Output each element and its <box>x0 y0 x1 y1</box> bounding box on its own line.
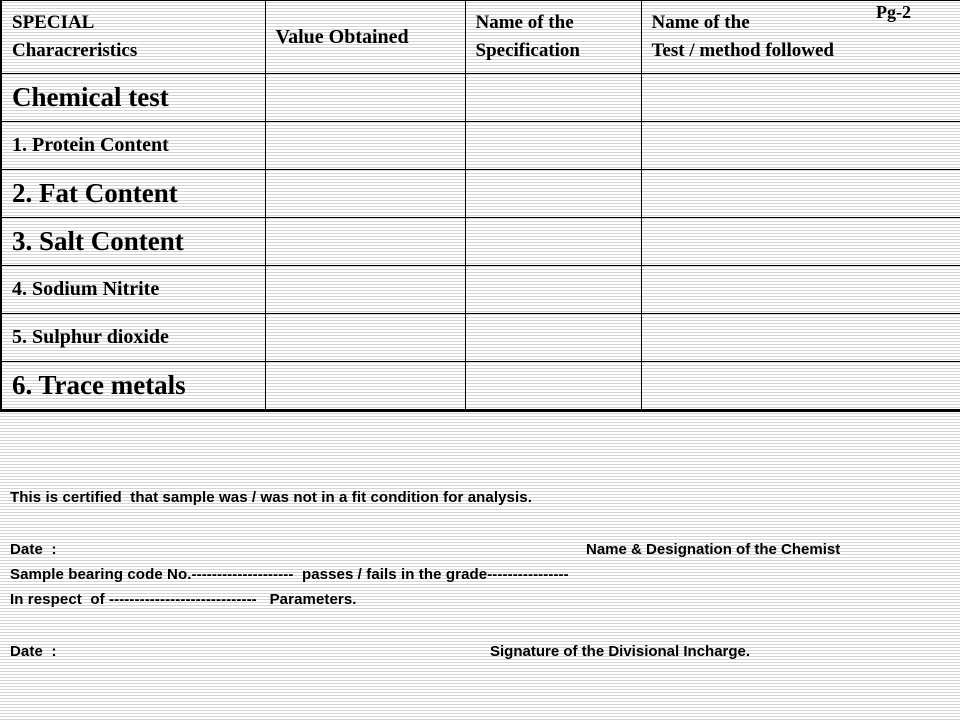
method-cell <box>641 122 960 170</box>
row-label: 2. Fat Content <box>1 170 265 218</box>
header-line: SPECIAL <box>12 12 95 33</box>
row-label: Chemical test <box>1 74 265 122</box>
specification-cell <box>465 362 641 411</box>
table-row <box>1 362 960 411</box>
table-row <box>1 314 960 362</box>
chemist-name-designation: Name & Designation of the Chemist <box>586 541 841 558</box>
header-test-method <box>641 1 960 74</box>
date-label-incharge: Date : <box>10 643 57 660</box>
header-line: Name of the <box>651 12 750 33</box>
specification-cell <box>465 218 641 266</box>
header-line: Test / method followed <box>651 40 834 61</box>
value-cell <box>265 122 465 170</box>
table-row <box>1 218 960 266</box>
method-cell <box>641 74 960 122</box>
row-label: 1. Protein Content <box>1 122 265 170</box>
specification-cell <box>465 314 641 362</box>
value-cell <box>265 170 465 218</box>
date-label-chemist: Date : <box>10 541 57 558</box>
value-cell <box>265 362 465 411</box>
certification-statement: This is certified that sample was / was not in a fit condition for analysis. <box>10 489 532 506</box>
specification-cell <box>465 74 641 122</box>
divisional-incharge-signature: Signature of the Divisional Incharge. <box>490 643 751 660</box>
table-row <box>1 266 960 314</box>
header-line: Value Obtained <box>275 26 409 48</box>
header-line: Characreristics <box>12 40 138 61</box>
table-row <box>1 170 960 218</box>
specification-cell <box>465 266 641 314</box>
value-cell <box>265 266 465 314</box>
method-cell <box>641 362 960 411</box>
table-header-row <box>1 1 960 74</box>
table-row <box>1 122 960 170</box>
specification-cell <box>465 122 641 170</box>
sample-code-line: Sample bearing code No.-------------------- passes / fails in the grade---------------- <box>10 566 569 583</box>
method-cell <box>641 170 960 218</box>
header-line: Specification <box>475 40 580 61</box>
header-special-characteristics <box>1 1 265 74</box>
value-cell <box>265 314 465 362</box>
row-label: 4. Sodium Nitrite <box>1 266 265 314</box>
value-cell <box>265 218 465 266</box>
header-line: Name of the <box>475 12 574 33</box>
specification-cell <box>465 170 641 218</box>
row-label: 3. Salt Content <box>1 218 265 266</box>
method-cell <box>641 266 960 314</box>
method-cell <box>641 218 960 266</box>
value-cell <box>265 74 465 122</box>
parameters-line: In respect of ----------------------------- Parameters. <box>10 591 357 608</box>
method-cell <box>641 314 960 362</box>
header-specification <box>465 1 641 74</box>
header-value-obtained <box>265 1 465 74</box>
table-row <box>1 74 960 122</box>
row-label: 5. Sulphur dioxide <box>1 314 265 362</box>
row-label: 6. Trace metals <box>1 362 265 411</box>
page-label: Pg-2 <box>876 2 911 22</box>
